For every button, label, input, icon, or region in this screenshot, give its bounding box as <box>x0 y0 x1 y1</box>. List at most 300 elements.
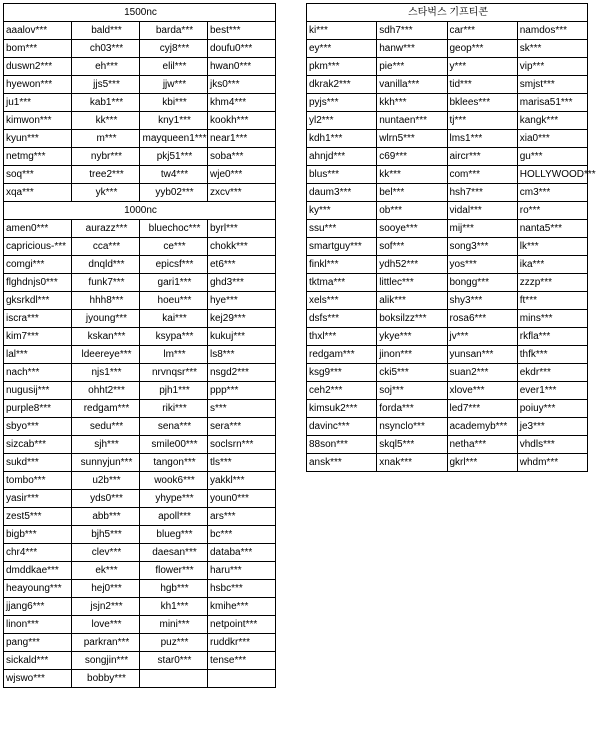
table-cell: chr4*** <box>4 544 72 562</box>
table-row <box>307 238 588 256</box>
table-cell: ever1*** <box>517 382 587 400</box>
table-cell: iscra*** <box>4 310 72 328</box>
table-cell: mins*** <box>517 310 587 328</box>
table-cell: ohht2*** <box>72 382 140 400</box>
table-cell: blueg*** <box>140 526 208 544</box>
table-cell: sk*** <box>517 40 587 58</box>
table-cell: kimwon*** <box>4 112 72 130</box>
table-cell: netmg*** <box>4 148 72 166</box>
table-cell: hyewon*** <box>4 76 72 94</box>
table-cell: sera*** <box>208 418 276 436</box>
table-cell: hye*** <box>208 292 276 310</box>
table-cell: bald*** <box>72 22 140 40</box>
table-cell: ika*** <box>517 256 587 274</box>
table-row <box>4 652 276 670</box>
table-cell: tktma*** <box>307 274 377 292</box>
table-cell: s*** <box>208 400 276 418</box>
table-row <box>4 328 276 346</box>
table-cell: ruddkr*** <box>208 634 276 652</box>
table-cell: sedu*** <box>72 418 140 436</box>
table-cell: parkran*** <box>72 634 140 652</box>
table-cell: near1*** <box>208 130 276 148</box>
table-cell: littlec*** <box>377 274 447 292</box>
table-cell: redgam*** <box>307 346 377 364</box>
table-cell: hwan0*** <box>208 58 276 76</box>
table-cell: byrl*** <box>208 220 276 238</box>
starbucks-id-table <box>306 3 596 472</box>
table-cell: ceh2*** <box>307 382 377 400</box>
table-cell: kny1*** <box>140 112 208 130</box>
table-cell: kskan*** <box>72 328 140 346</box>
table-cell: pkj51*** <box>140 148 208 166</box>
table-row <box>4 526 276 544</box>
table-cell: HOLLYWOOD*** <box>517 166 587 184</box>
table-cell: linon*** <box>4 616 72 634</box>
table-cell: haru*** <box>208 562 276 580</box>
table-row <box>4 112 276 130</box>
table-cell: kai*** <box>140 310 208 328</box>
table-cell: kmihe*** <box>208 598 276 616</box>
table-cell: eh*** <box>72 58 140 76</box>
table-row <box>4 598 276 616</box>
table-cell: marisa51*** <box>517 94 587 112</box>
table-cell: boksilzz*** <box>377 310 447 328</box>
table-cell: wje0*** <box>208 166 276 184</box>
section-title-starbucks-row <box>307 4 588 22</box>
table-cell: dnqld*** <box>72 256 140 274</box>
table-row <box>307 256 588 274</box>
table-cell: ekdr*** <box>517 364 587 382</box>
table-cell: nybr*** <box>72 148 140 166</box>
table-cell: vidal*** <box>447 202 517 220</box>
table-cell: song3*** <box>447 238 517 256</box>
table-row <box>307 346 588 364</box>
table-row <box>4 580 276 598</box>
table-cell: funk7*** <box>72 274 140 292</box>
table-row <box>4 220 276 238</box>
table-cell: ey*** <box>307 40 377 58</box>
table-row <box>4 58 276 76</box>
table-cell: kk*** <box>377 166 447 184</box>
table-cell: xels*** <box>307 292 377 310</box>
table-cell: tj*** <box>447 112 517 130</box>
table-cell: sdh7*** <box>377 22 447 40</box>
table-cell: forda*** <box>377 400 447 418</box>
table-cell: capricious-*** <box>4 238 72 256</box>
table-cell: hej0*** <box>72 580 140 598</box>
section-title-starbucks: 스타벅스 기프티콘 <box>307 4 588 22</box>
table-row <box>4 418 276 436</box>
table-row <box>307 148 588 166</box>
table-cell: kbi*** <box>140 94 208 112</box>
table-cell: namdos*** <box>517 22 587 40</box>
table-cell: kyun*** <box>4 130 72 148</box>
table-cell: nuntaen*** <box>377 112 447 130</box>
table-cell: ch03*** <box>72 40 140 58</box>
table-row <box>4 400 276 418</box>
table-cell: lk*** <box>517 238 587 256</box>
table-row <box>4 490 276 508</box>
table-cell: databa*** <box>208 544 276 562</box>
table-row <box>307 22 588 40</box>
table-row <box>307 130 588 148</box>
table-cell: yl2*** <box>307 112 377 130</box>
table-cell: apoll*** <box>140 508 208 526</box>
table-cell: cca*** <box>72 238 140 256</box>
table-cell: doufu0*** <box>208 40 276 58</box>
table-cell: yunsan*** <box>447 346 517 364</box>
table-row <box>4 76 276 94</box>
table-cell: jsjn2*** <box>72 598 140 616</box>
table-cell: wjswo*** <box>4 670 72 688</box>
table-cell: sickald*** <box>4 652 72 670</box>
table-row <box>307 274 588 292</box>
table-cell: xia0*** <box>517 130 587 148</box>
table-row <box>4 544 276 562</box>
table-cell: bel*** <box>377 184 447 202</box>
table-cell: hoeu*** <box>140 292 208 310</box>
table-cell: bjh5*** <box>72 526 140 544</box>
table-cell: star0*** <box>140 652 208 670</box>
table-cell: u2b*** <box>72 472 140 490</box>
table-cell: shy3*** <box>447 292 517 310</box>
table-cell: ro*** <box>517 202 587 220</box>
table-cell: y*** <box>447 58 517 76</box>
table-cell <box>140 670 208 688</box>
table-cell: c69*** <box>377 148 447 166</box>
table-row <box>4 472 276 490</box>
table-row <box>4 634 276 652</box>
table-cell: mij*** <box>447 220 517 238</box>
table-cell: ykye*** <box>377 328 447 346</box>
table-cell: sof*** <box>377 238 447 256</box>
table-cell: soba*** <box>208 148 276 166</box>
table-cell: ars*** <box>208 508 276 526</box>
table-cell: gksrkdl*** <box>4 292 72 310</box>
table-cell: heayoung*** <box>4 580 72 598</box>
table-cell: tombo*** <box>4 472 72 490</box>
table-cell: kh1*** <box>140 598 208 616</box>
table-row <box>307 40 588 58</box>
table-cell: ahnjd*** <box>307 148 377 166</box>
table-cell: sjh*** <box>72 436 140 454</box>
table-cell: bluechoc*** <box>140 220 208 238</box>
table-cell: sbyo*** <box>4 418 72 436</box>
table-cell: pkm*** <box>307 58 377 76</box>
table-cell: tree2*** <box>72 166 140 184</box>
table-row <box>307 94 588 112</box>
table-cell: jjang6*** <box>4 598 72 616</box>
table-cell: best*** <box>208 22 276 40</box>
table-row <box>4 22 276 40</box>
table-cell: netpoint*** <box>208 616 276 634</box>
table-cell: geop*** <box>447 40 517 58</box>
table-cell: ansk*** <box>307 454 377 472</box>
table-row <box>307 184 588 202</box>
table-cell: blus*** <box>307 166 377 184</box>
table-row <box>4 310 276 328</box>
table-cell: nsynclo*** <box>377 418 447 436</box>
table-cell: yakkl*** <box>208 472 276 490</box>
table-cell: nanta5*** <box>517 220 587 238</box>
table-cell: sunnyjun*** <box>72 454 140 472</box>
table-cell: pang*** <box>4 634 72 652</box>
table-cell: sooye*** <box>377 220 447 238</box>
table-row <box>4 184 276 202</box>
table-cell: whdm*** <box>517 454 587 472</box>
table-cell: bc*** <box>208 526 276 544</box>
table-cell: netha*** <box>447 436 517 454</box>
table-cell: nach*** <box>4 364 72 382</box>
table-cell: kukuj*** <box>208 328 276 346</box>
table-cell: hhh8*** <box>72 292 140 310</box>
table-cell: khm4*** <box>208 94 276 112</box>
table-cell: jv*** <box>447 328 517 346</box>
table-row <box>307 382 588 400</box>
table-cell: ft*** <box>517 292 587 310</box>
table-row <box>4 292 276 310</box>
table-cell: dmddkae*** <box>4 562 72 580</box>
table-cell: ki*** <box>307 22 377 40</box>
table-cell: love*** <box>72 616 140 634</box>
table-cell: tls*** <box>208 454 276 472</box>
table-cell: ju1*** <box>4 94 72 112</box>
table-row <box>4 382 276 400</box>
table-cell: comgi*** <box>4 256 72 274</box>
table-row <box>4 670 276 688</box>
table-cell: sukd*** <box>4 454 72 472</box>
table-row <box>4 616 276 634</box>
table-row <box>307 76 588 94</box>
table-row <box>307 166 588 184</box>
table-cell: pyjs*** <box>307 94 377 112</box>
table-cell: ghd3*** <box>208 274 276 292</box>
table-cell: riki*** <box>140 400 208 418</box>
table-cell: pjh1*** <box>140 382 208 400</box>
table-cell: zxcv*** <box>208 184 276 202</box>
table-cell: tense*** <box>208 652 276 670</box>
table-row <box>307 436 588 454</box>
table-cell: epicsf*** <box>140 256 208 274</box>
table-cell: et6*** <box>208 256 276 274</box>
table-cell: yasir*** <box>4 490 72 508</box>
table-row <box>4 94 276 112</box>
table-cell: ek*** <box>72 562 140 580</box>
section-title-1500nc-row <box>4 4 276 22</box>
table-cell: bobby*** <box>72 670 140 688</box>
table-cell <box>208 670 276 688</box>
table-cell: chokk*** <box>208 238 276 256</box>
table-row <box>307 220 588 238</box>
table-cell: elil*** <box>140 58 208 76</box>
table-cell: ldeereye*** <box>72 346 140 364</box>
table-cell: xnak*** <box>377 454 447 472</box>
table-cell: vip*** <box>517 58 587 76</box>
table-row <box>4 166 276 184</box>
table-cell: hsbc*** <box>208 580 276 598</box>
table-cell: hgb*** <box>140 580 208 598</box>
table-cell: youn0*** <box>208 490 276 508</box>
table-row <box>4 40 276 58</box>
table-cell: kim7*** <box>4 328 72 346</box>
table-cell: thfk*** <box>517 346 587 364</box>
section-title-1500nc: 1500nc <box>4 4 276 22</box>
section-title-1000nc-row <box>4 202 276 220</box>
table-cell: hsh7*** <box>447 184 517 202</box>
table-cell: vhdls*** <box>517 436 587 454</box>
table-row <box>307 328 588 346</box>
table-cell: wlrn5*** <box>377 130 447 148</box>
table-cell: thxl*** <box>307 328 377 346</box>
table-cell: smartguy*** <box>307 238 377 256</box>
table-cell: sena*** <box>140 418 208 436</box>
table-cell: academyb*** <box>447 418 517 436</box>
table-cell: cki5*** <box>377 364 447 382</box>
table-cell: kimsuk2*** <box>307 400 377 418</box>
table-cell: 88son*** <box>307 436 377 454</box>
table-row <box>307 112 588 130</box>
table-cell: bklees*** <box>447 94 517 112</box>
left-id-table <box>3 3 276 688</box>
table-cell: ky*** <box>307 202 377 220</box>
table-cell: nrvnqsr*** <box>140 364 208 382</box>
table-cell: puz*** <box>140 634 208 652</box>
table-cell: gkrl*** <box>447 454 517 472</box>
table-row <box>307 202 588 220</box>
table-cell: jjs5*** <box>72 76 140 94</box>
table-cell: wook6*** <box>140 472 208 490</box>
table-cell: zest5*** <box>4 508 72 526</box>
table-cell: tid*** <box>447 76 517 94</box>
table-cell: daesan*** <box>140 544 208 562</box>
table-cell: tangon*** <box>140 454 208 472</box>
table-row <box>4 256 276 274</box>
table-row <box>307 418 588 436</box>
table-cell: ksg9*** <box>307 364 377 382</box>
table-cell: kab1*** <box>72 94 140 112</box>
table-cell: rosa6*** <box>447 310 517 328</box>
table-cell: yyb02*** <box>140 184 208 202</box>
table-cell: poiuy*** <box>517 400 587 418</box>
table-row <box>4 454 276 472</box>
table-cell: mini*** <box>140 616 208 634</box>
table-cell: led7*** <box>447 400 517 418</box>
table-cell: lms1*** <box>447 130 517 148</box>
table-cell: aaalov*** <box>4 22 72 40</box>
table-cell: yos*** <box>447 256 517 274</box>
table-cell: duswn2*** <box>4 58 72 76</box>
table-cell: lal*** <box>4 346 72 364</box>
table-cell: flghdnjs0*** <box>4 274 72 292</box>
table-cell: songjin*** <box>72 652 140 670</box>
table-cell: ce*** <box>140 238 208 256</box>
table-cell: jyoung*** <box>72 310 140 328</box>
table-cell: car*** <box>447 22 517 40</box>
table-cell: ob*** <box>377 202 447 220</box>
table-cell: soclsrn*** <box>208 436 276 454</box>
table-cell: abb*** <box>72 508 140 526</box>
table-cell: xqa*** <box>4 184 72 202</box>
table-cell: yk*** <box>72 184 140 202</box>
table-cell: pie*** <box>377 58 447 76</box>
table-cell: amen0*** <box>4 220 72 238</box>
table-cell: kdh1*** <box>307 130 377 148</box>
table-cell: daum3*** <box>307 184 377 202</box>
table-cell: purple8*** <box>4 400 72 418</box>
table-cell: jjw*** <box>140 76 208 94</box>
table-cell: ppp*** <box>208 382 276 400</box>
table-cell: alik*** <box>377 292 447 310</box>
table-row <box>307 454 588 472</box>
table-cell: flower*** <box>140 562 208 580</box>
table-cell: lm*** <box>140 346 208 364</box>
table-cell: cm3*** <box>517 184 587 202</box>
table-row <box>4 364 276 382</box>
table-cell: kej29*** <box>208 310 276 328</box>
table-cell: ksypa*** <box>140 328 208 346</box>
table-cell: hanw*** <box>377 40 447 58</box>
table-cell: dkrak2*** <box>307 76 377 94</box>
table-cell: aircr*** <box>447 148 517 166</box>
table-cell: xlove*** <box>447 382 517 400</box>
table-cell: com*** <box>447 166 517 184</box>
table-cell: sizcab*** <box>4 436 72 454</box>
table-cell: ssu*** <box>307 220 377 238</box>
table-cell: bigb*** <box>4 526 72 544</box>
table-cell: aurazz*** <box>72 220 140 238</box>
table-cell: ydh52*** <box>377 256 447 274</box>
table-row <box>307 310 588 328</box>
table-cell: soq*** <box>4 166 72 184</box>
table-cell: ls8*** <box>208 346 276 364</box>
table-cell: vanilla*** <box>377 76 447 94</box>
table-cell: clev*** <box>72 544 140 562</box>
table-cell: tw4*** <box>140 166 208 184</box>
table-cell: skql5*** <box>377 436 447 454</box>
table-cell: jks0*** <box>208 76 276 94</box>
table-cell: kookh*** <box>208 112 276 130</box>
table-cell: je3*** <box>517 418 587 436</box>
table-cell: mayqueen1*** <box>140 130 208 148</box>
table-cell: m*** <box>72 130 140 148</box>
table-cell: rkfla*** <box>517 328 587 346</box>
table-cell: gari1*** <box>140 274 208 292</box>
table-row <box>4 238 276 256</box>
table-row <box>4 130 276 148</box>
table-cell: kk*** <box>72 112 140 130</box>
table-cell: kkh*** <box>377 94 447 112</box>
table-cell: smile00*** <box>140 436 208 454</box>
table-row <box>4 274 276 292</box>
table-cell: nsgd2*** <box>208 364 276 382</box>
table-row <box>4 346 276 364</box>
table-cell: zzzp*** <box>517 274 587 292</box>
table-cell: yds0*** <box>72 490 140 508</box>
table-cell: soj*** <box>377 382 447 400</box>
section-title-1000nc: 1000nc <box>4 202 276 220</box>
table-row <box>307 364 588 382</box>
table-cell: njs1*** <box>72 364 140 382</box>
table-cell: jinon*** <box>377 346 447 364</box>
table-cell: nugusij*** <box>4 382 72 400</box>
table-cell: dsfs*** <box>307 310 377 328</box>
table-cell: yhype*** <box>140 490 208 508</box>
table-row <box>307 400 588 418</box>
table-cell: bongg*** <box>447 274 517 292</box>
table-row <box>307 58 588 76</box>
table-cell: gu*** <box>517 148 587 166</box>
table-cell: barda*** <box>140 22 208 40</box>
